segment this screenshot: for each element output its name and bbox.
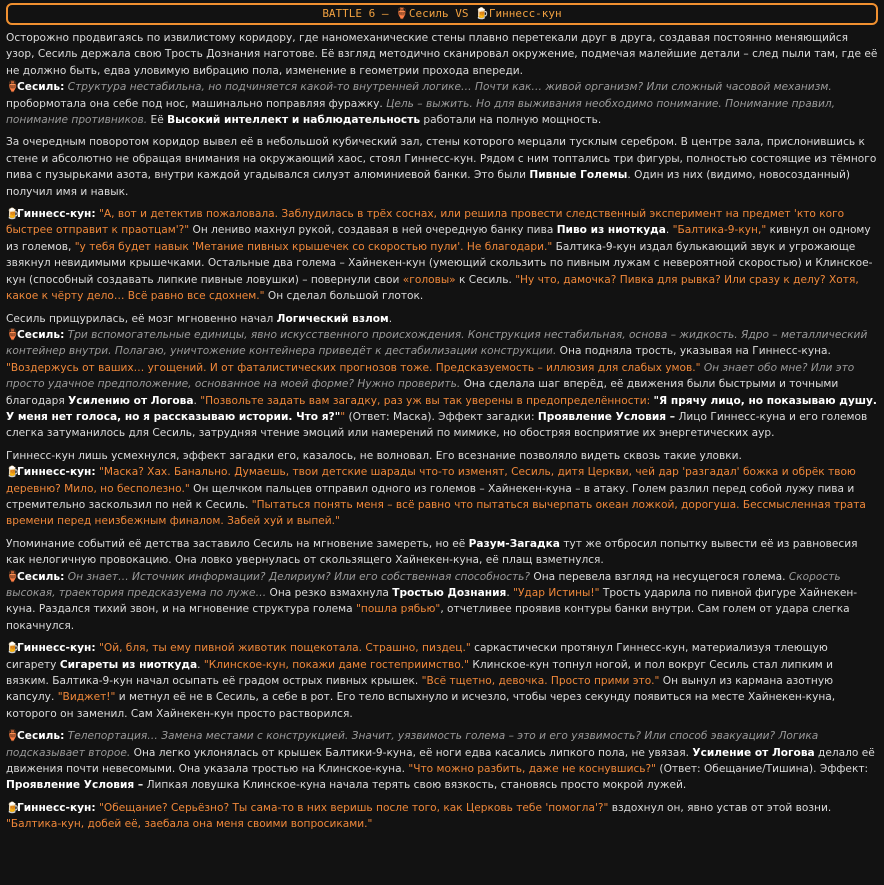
story-paragraph: [6, 536, 878, 634]
vase-icon: 🏺: [6, 730, 20, 743]
narration-text: Осторожно продвигаясь по извилистому коридору, где наномеханические стены плавно перетекали друг в друга, создавая постоянно меняющийся узор, Сесиль держала свою Трость Дознания наготове. Её взгляд методично сканировал окружение, подмечая малейшие детали – след пыли там, где её не должно быть, едва уловимую вибрацию пола, изменение в геометрии прохода впереди.: [6, 32, 878, 77]
inner-thought: Три вспомогательные единицы, явно искусственного происхождения. Конструкция нестабильная, основа – жидкость. Ядро – металлический контейнер внутри. Полагаю, уничтожение контейнера приведёт к дестабилизации конструкции.: [6, 328, 868, 358]
skill-name: Разум-Загадка: [468, 537, 560, 550]
inner-thought: Он знает обо мне? Или это просто удачное предположение, основанное на моей форме? Нужно проверить.: [6, 361, 855, 391]
story-paragraph: [6, 134, 878, 200]
narration-text: Лицо Гиннесс-куна и его големов слегка затуманилось для Сесиль, затрудняя чтение эмоций или намерений по мимике, но обостряя восприятие их энергетических аур.: [6, 410, 868, 440]
skill-name: Сигареты из ниоткуда: [59, 658, 198, 671]
dialogue-line: "Пытаться понять меня – всё равно что пытаться вычерпать океан ложкой, дорогуша. Бессмысленная трата времени перед неизбежным финалом. Забей хуй и выпей.": [6, 498, 866, 528]
dialogue-line: "Обещание? Серьёзно? Ты сама-то в них веришь после того, как Церковь тебе 'помогла'?": [95, 801, 609, 814]
dialogue-line: "Маска? Хах. Банально. Думаешь, твои детские шарады что-то изменят, Сесиль, дитя Церкви, чей дар 'разгадал' божка и обрёк твою деревню? Мило, но бесполезно.": [6, 466, 856, 495]
beer-icon: 🍺: [475, 6, 489, 20]
story-paragraph: [6, 311, 878, 442]
dialogue-line: "Ой, бля, ты ему пивной животик пощекотала. Страшно, пиздец.": [95, 642, 471, 655]
beer-icon: 🍺: [6, 642, 20, 655]
dialogue-line: "Виджет!": [57, 691, 116, 704]
dialogue-line: "у тебя будет навык 'Метание пивных крышечек со скоростью пули'. Не благодари.": [74, 240, 553, 253]
skill-name: Усилению от Логова: [68, 394, 194, 407]
dialogue-line: "пошла рябью": [356, 603, 441, 616]
beer-icon: 🍺: [6, 801, 20, 814]
narration-text: Сесиль прищурилась, её мозг мгновенно начал: [6, 312, 277, 325]
skill-name: Логический взлом: [276, 312, 389, 325]
speaker-name: Гиннесс-кун:: [17, 642, 96, 655]
narration-text: саркастически протянул Гиннесс-кун, материализуя тлеющую сигарету: [6, 642, 828, 671]
battle-number: BATTLE 6 –: [322, 6, 389, 20]
narration-text: Она резко взмахнула: [266, 587, 393, 599]
dialogue-line: "А, вот и детектив пожаловала. Заблудилась в трёх соснах, или решила провести следственный эксперимент на предмет 'кто кого быстрее отправит к праотцам'?": [6, 208, 845, 237]
inner-thought: Он знает… Источник информации? Делириум? Или его собственная способность?: [64, 570, 531, 583]
narration-text: Он лениво махнул рукой, создавая в ней очередную банку пива: [189, 224, 557, 237]
skill-name: Тростью Дознания: [392, 587, 507, 599]
beer-icon: 🍺: [6, 208, 20, 221]
narration-text: Он сделал большой глоток.: [264, 290, 424, 303]
story-log: [6, 30, 878, 833]
narration-text: Балтика-9-кун издал булькающий звук и угрожающе звякнул невидимыми крышечками. Остальные два голема – Хайнекен-кун (умеющий скользить по пивным лужам с невероятной скоростью) и Клинское-кун (способный создавать липкие пивные ловушки) – повернули свои: [6, 240, 873, 286]
dialogue-line: ": [340, 410, 346, 423]
narration-text: Она легко уклонялась от крышек Балтики-9-куна, её ноги едва касались липкого пола, не увязая.: [130, 746, 693, 759]
speaker-name: Гиннесс-кун:: [17, 801, 96, 814]
narration-text: , отчетливее проявив контуры банки внутри. Сам голем от удара слегка покачнулся.: [6, 603, 850, 632]
dialogue-line: "Воздержусь от ваших… угощений. И от фаталистических прогнозов тоже. Предсказуемость – иллюзия для слабых умов.": [6, 361, 701, 374]
narration-text: Она перевела взгляд на несущегося голема.: [530, 570, 789, 583]
narration-text: работали на полную мощность.: [420, 114, 602, 127]
narration-text: Клинское-кун топнул ногой, и пол вокруг Сесиль стал липким и вязким. Балтика-9-кун начал осыпать её градом острых пивных крышек.: [6, 658, 834, 688]
narration-text: .: [197, 658, 204, 671]
fighter-b-name: Гиннесс-кун: [488, 6, 562, 20]
narration-text: . Один из них (видимо, новосозданный) получил имя и навык.: [6, 169, 851, 198]
narration-text: и метнул её не в Сесиль, а себе в рот. Его тело вспыхнуло и исчезло, чтобы через секунду появиться на месте Хайнекен-куна, которого он заменил. Сам Хайнекен-кун просто растворился.: [6, 691, 836, 720]
narration-text: кивнул он одному из големов,: [6, 224, 871, 253]
dialogue-line: "Балтика-9-кун,": [672, 224, 767, 237]
narration-text: .: [193, 394, 201, 407]
dialogue-line: "Балтика-кун, добей её, заебала она меня своими вопросиками.": [6, 818, 373, 831]
narration-text: Липкая ловушка Клинское-куна начала терять свою вязкость, становясь просто мокрой лужей.: [143, 779, 687, 792]
speaker-name: Сесиль:: [17, 730, 65, 743]
story-paragraph: [6, 640, 878, 722]
narration-text: делало её движения почти невесомыми. Она указала тростью на Клинское-куна.: [6, 746, 875, 776]
skill-name: Пивные Големы: [529, 169, 628, 182]
fighter-a-name: Сесиль: [408, 6, 449, 20]
inner-thought: Цель – выжить. Но для выживания необходимо понимание. Понимание правил, понимание противников.: [6, 97, 835, 127]
narration-text: (Ответ: Обещание/Тишина). Эффект:: [656, 763, 869, 776]
narration-text: Её: [147, 114, 168, 127]
dialogue-line: "Клинское-кун, покажи даме гостеприимство.": [203, 658, 469, 671]
skill-name: Проявление Условия –: [6, 779, 144, 792]
dialogue-line: "Удар Истины!": [513, 587, 600, 599]
inner-thought: Телепортация… Замена местами с конструкцией. Значит, уязвимость голема – это и его уязвимость? Или способ эвакуации? Логика подсказывает второе.: [6, 730, 819, 759]
narration-text: .: [665, 224, 673, 237]
dialogue-line: "Что можно разбить, даже не коснувшись?": [408, 763, 657, 776]
narration-text: Трость ударила по пивной фигуре Хайнекен-куна. Раздался тихий звон, и на мгновение структура голема: [6, 587, 858, 616]
speaker-name: Сесиль:: [17, 328, 65, 341]
skill-name: "Я прячу лицо, но показываю душу. У меня нет голоса, но я рассказываю истории. Что я?": [6, 394, 877, 423]
dialogue-line: "Позвольте задать вам загадку, раз уж вы так уверены в предопределённости:: [200, 394, 654, 407]
inner-thought: Скорость высокая, траектория предсказуема по луже…: [6, 570, 841, 599]
dialogue-line: «головы»: [402, 273, 456, 286]
narration-text: .: [388, 312, 393, 325]
narration-text: Она подняла трость, указывая на Гиннесс-куна.: [556, 345, 831, 358]
narration-text: .: [506, 587, 514, 599]
speaker-name: Сесиль:: [17, 570, 65, 583]
speaker-name: Гиннесс-кун:: [17, 466, 96, 479]
story-paragraph: [6, 800, 878, 833]
skill-name: Усиление от Логова: [692, 746, 815, 759]
dialogue-line: "Всё тщетно, девочка. Просто прими это.": [421, 675, 660, 688]
narration-text: тут же отбросил попытку вывести её из равновесия как нелогичную провокацию. Она ловко увернулась от скользящего Хайнекен-куна, её плащ взметнулся.: [6, 537, 858, 567]
vase-icon: 🏺: [395, 6, 409, 20]
story-paragraph: [6, 728, 878, 794]
skill-name: Пиво из ниоткуда: [556, 224, 666, 237]
narration-text: Она сделала шаг вперёд, её движения были быстрыми и точными благодаря: [6, 378, 839, 407]
narration-text: Гиннесс-кун лишь усмехнулся, эффект загадки его, казалось, не волновал. Его всезнание позволяло видеть сквозь такие уловки.: [6, 449, 742, 462]
skill-name: Высокий интеллект и наблюдательность: [167, 114, 421, 127]
story-paragraph: [6, 30, 878, 128]
dialogue-line: "Ну что, дамочка? Пивка для рывка? Или сразу к делу? Хотя, какое к чёрту дело… Всё равно все сдохнем.": [6, 273, 859, 303]
narration-text: Он вынул из кармана азотную капсулу.: [6, 675, 834, 704]
battle-header: [6, 3, 878, 25]
versus-label: VS: [455, 6, 469, 20]
vase-icon: 🏺: [6, 328, 20, 341]
narration-text: (Ответ: Маска). Эффект загадки:: [345, 410, 538, 423]
narration-text: За очередным поворотом коридор вывел её в небольшой кубический зал, стены которого мерцали тусклым серебром. В центре зала, прислонившись к стене и абсолютно не обращая внимания на окружающий хаос, стоял Гиннесс-кун. Рядом с ним топтались три фигуры, полностью состоящие из тёмного пива с пузырьками азота, внутри каждой угадывался силуэт алюминиевой банки. Это были: [6, 136, 877, 182]
narration-text: Упоминание событий её детства заставило Сесиль на мгновение замереть, но её: [6, 537, 469, 550]
vase-icon: 🏺: [6, 570, 20, 583]
narration-text: пробормотала она себе под нос, машинально поправляя фуражку.: [6, 97, 387, 110]
story-paragraph: [6, 448, 878, 530]
vase-icon: 🏺: [6, 81, 20, 94]
speaker-name: Гиннесс-кун:: [17, 208, 96, 221]
narration-text: вздохнул он, явно устав от этой возни.: [608, 801, 832, 814]
narration-text: Он щелчком пальцев отправил одного из големов – Хайнекен-куна – в атаку. Голем разлил перед собой лужу пива и стремительно заскользил по ней к Сесиль.: [6, 482, 855, 511]
speaker-name: Сесиль:: [17, 81, 65, 94]
narration-text: к Сесиль.: [455, 273, 516, 286]
beer-icon: 🍺: [6, 466, 20, 479]
skill-name: Проявление Условия –: [537, 410, 676, 423]
inner-thought: Структура нестабильна, но подчиняется какой-то внутренней логике… Почти как… живой организм? Или сложный часовой механизм.: [64, 81, 832, 94]
story-paragraph: [6, 206, 878, 304]
